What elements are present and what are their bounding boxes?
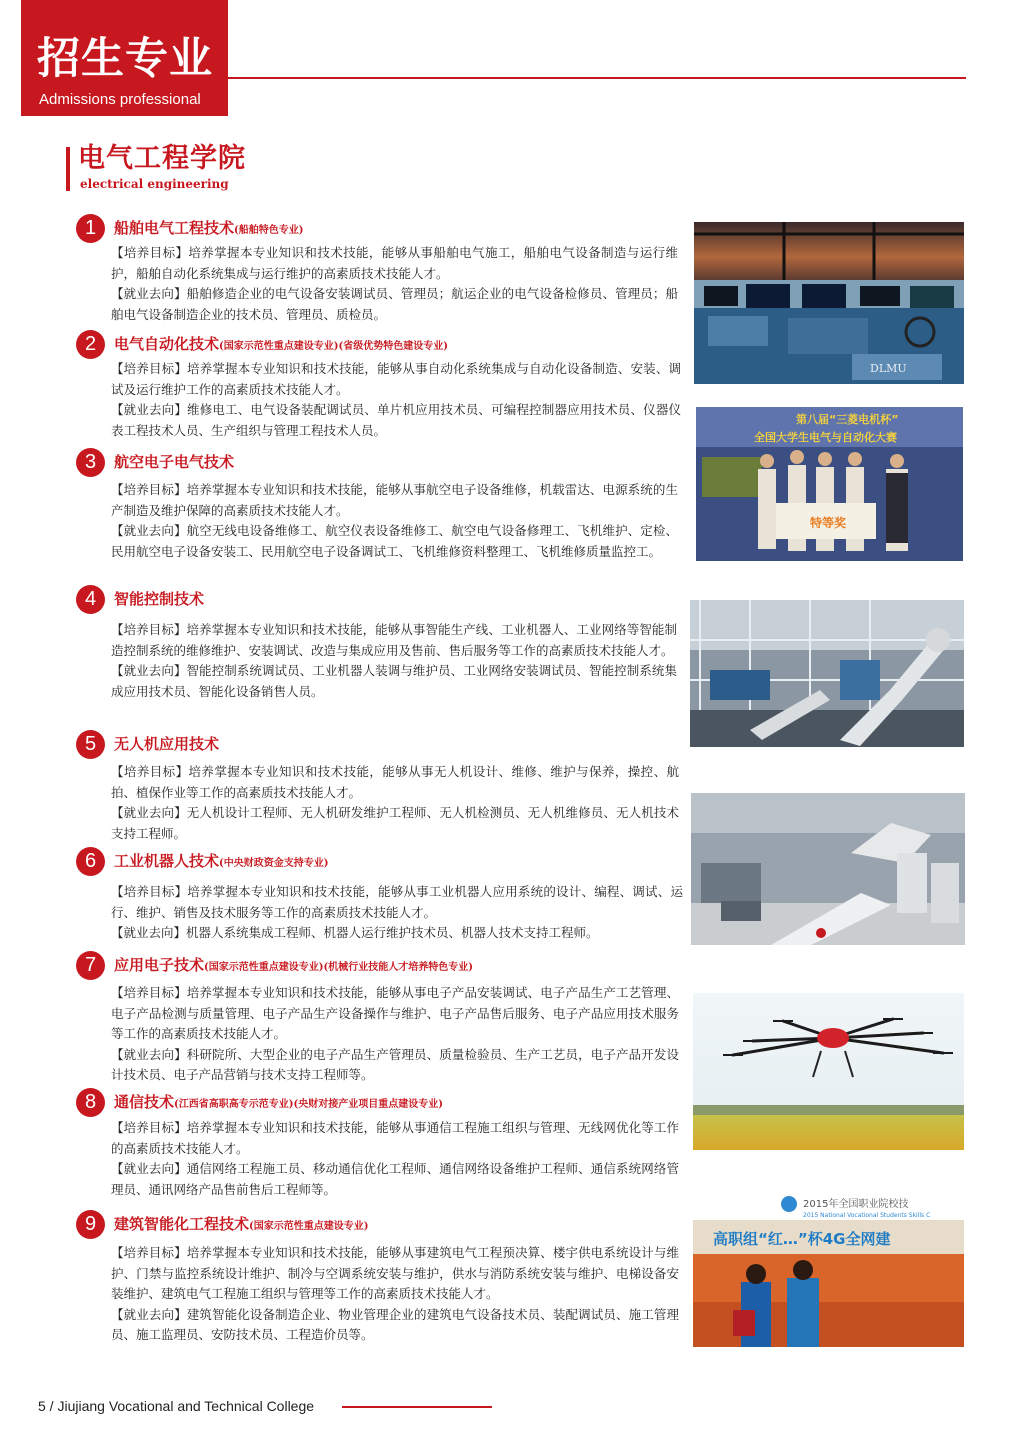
program-body: [111, 620, 677, 702]
footer-text: 5 / Jiujiang Vocational and Technical College: [38, 1398, 315, 1414]
program-name: 航空电子电气技术: [114, 453, 235, 471]
program-body: [111, 762, 679, 844]
program-number: 7: [76, 951, 105, 980]
footer-rule: [342, 1406, 492, 1408]
program-title: [114, 1092, 443, 1115]
program-name: 无人机应用技术: [114, 735, 220, 753]
program-goal: 【培养目标】培养掌握本专业知识和技术技能，能够从事建筑电气工程预决算、楼宇供电系统设计与维护、门禁与监控系统设计维护、制冷与空调系统安装与维护，供水与消防系统安装与维护、电梯设备安装维护、建筑电气工程施工组织与管理等工作的高素质技术技能人才。: [111, 1245, 679, 1302]
program-goal: 【培养目标】培养掌握本专业知识和技术技能，能够从事通信工程施工组织与管理、无线网优化等工作的高素质技术技能人才。: [111, 1120, 679, 1156]
program-career: 【就业去向】无人机设计工程师、无人机研发维护工程师、无人机检测员、无人机维修员、无人机技术支持工程师。: [111, 805, 679, 841]
program-title: [114, 734, 219, 757]
program-body: [111, 359, 681, 441]
program-body: [111, 983, 679, 1086]
program-goal: 【培养目标】培养掌握本专业知识和技术技能，能够从事电子产品安装调试、电子产品生产工艺管理、电子产品检测与质量管理、电子产品生产设备操作与维护、电子产品售后服务、电子产品应用技术服务等工作的高素质技术技能人才。: [111, 985, 679, 1042]
program-body: [111, 1243, 679, 1346]
program-name: 智能控制技术: [114, 590, 205, 608]
program-tag: (船舶特色专业): [234, 225, 304, 236]
event-banner-title: 2015年全国职业院校技: [803, 1199, 909, 1210]
program-career: 【就业去向】通信网络工程施工员、移动通信优化工程师、通信网络设备维护工程师、通信系统网络管理员、通讯网络产品售前售后工程师等。: [111, 1161, 679, 1197]
event-photo: [693, 1192, 964, 1347]
program-number: 4: [76, 585, 105, 614]
program-goal: 【培养目标】培养掌握本专业知识和技术技能，能够从事智能生产线、工业机器人、工业网络等智能制造控制系统的维修维护、安装调试、改造与集成应用及售前、售后服务等工作的高素质技术技能人才。: [111, 622, 677, 658]
program-goal: 【培养目标】培养掌握本专业知识和技术技能，能够从事航空电子设备维修，机载雷达、电源系统的生产制造及维护保障的高素质技术技能人才。: [111, 482, 678, 518]
program-tag: (国家示范性重点建设专业): [249, 1221, 369, 1232]
program-name: 工业机器人技术: [114, 852, 220, 870]
program-goal: 【培养目标】培养掌握本专业知识和技术技能，能够从事工业机器人应用系统的设计、编程、调试、运行、维护、销售及技术服务等工作的高素质技术技能人才。: [111, 884, 683, 920]
program-title: [114, 1214, 368, 1237]
program-number: 9: [76, 1210, 105, 1239]
program-career: 【就业去向】船舶修造企业的电气设备安装调试员、管理员；航运企业的电气设备检修员、管理员；船舶电气设备制造企业的技术员、管理员、质检员。: [111, 286, 678, 322]
program-goal: 【培养目标】培养掌握本专业知识和技术技能，能够从事自动化系统集成与自动化设备制造、安装、调试及运行维护工作的高素质技术技能人才。: [111, 361, 681, 397]
program-title: [114, 334, 448, 357]
ship-simulator-photo: [694, 222, 964, 384]
program-title: [114, 955, 473, 978]
header-rule: [228, 77, 966, 79]
college-accent-bar: [66, 147, 70, 191]
competition-award-photo: [696, 407, 963, 561]
header-banner: [21, 0, 228, 116]
program-number: 2: [76, 330, 105, 359]
program-tag: (江西省高职高专示范专业)(央财对接产业项目重点建设专业): [174, 1099, 443, 1110]
program-number: 3: [76, 448, 105, 477]
program-title: [114, 452, 234, 475]
program-goal: 【培养目标】培养掌握本专业知识和技术技能，能够从事无人机设计、维修、维护与保养，操控、航拍、植保作业等工作的高素质技术技能人才。: [111, 764, 679, 800]
page-subtitle: Admissions professional: [39, 91, 201, 108]
drone-photo: [693, 993, 964, 1150]
program-number: 8: [76, 1088, 105, 1117]
program-body: [111, 882, 683, 944]
program-name: 船舶电气工程技术: [114, 219, 235, 237]
industrial-robot-photo: [691, 793, 965, 945]
program-tag: (国家示范性重点建设专业)(省级优势特色建设专业): [219, 341, 448, 352]
program-career: 【就业去向】机器人系统集成工程师、机器人运行维护技术员、机器人技术支持工程师。: [111, 925, 599, 941]
program-tag: (中央财政资金支持专业): [219, 858, 329, 869]
competition-banner-line1: 第八届“三菱电机杯”: [796, 413, 899, 426]
program-name: 建筑智能化工程技术: [114, 1215, 250, 1233]
program-title: [114, 218, 303, 241]
program-name: 电气自动化技术: [114, 335, 220, 353]
competition-prize: 特等奖: [810, 516, 847, 530]
college-title: 电气工程学院: [78, 143, 246, 174]
page-title: 招生专业: [37, 34, 213, 84]
program-career: 【就业去向】智能控制系统调试员、工业机器人装调与维护员、工业网络安装调试员、智能控制系统集成应用技术员、智能化设备销售人员。: [111, 663, 677, 699]
program-tag: (国家示范性重点建设专业)(机械行业技能人才培养特色专业): [204, 962, 473, 973]
program-body: [111, 1118, 679, 1200]
program-body: [111, 243, 678, 325]
program-career: 【就业去向】科研院所、大型企业的电子产品生产管理员、质量检验员、生产工艺员，电子产品开发设计技术员、电子产品营销与技术支持工程师等。: [111, 1046, 679, 1083]
program-number: 1: [76, 214, 105, 243]
program-career: 【就业去向】维修电工、电气设备装配调试员、单片机应用技术员、可编程控制器应用技术员、仪器仪表工程技术人员、生产组织与管理工程技术人员。: [111, 402, 681, 438]
program-name: 应用电子技术: [114, 956, 205, 974]
college-subtitle: electrical engineering: [80, 177, 229, 191]
program-career: 【就业去向】建筑智能化设备制造企业、物业管理企业的建筑电气设备技术员、装配调试员、施工管理员、施工监理员、安防技术员、工程造价员等。: [111, 1306, 679, 1343]
program-number: 5: [76, 730, 105, 759]
program-body: [111, 480, 678, 562]
program-title: [114, 589, 204, 612]
competition-banner-line2: 全国大学生电气与自动化大赛: [754, 431, 897, 444]
program-career: 【就业去向】航空无线电设备维修工、航空仪表设备维修工、航空电气设备修理工、飞机维护、定检、民用航空电子设备安装工、民用航空电子设备调试工、飞机维修资料整理工、飞机维修质量监控工。: [111, 523, 678, 559]
control-lab-photo: [690, 600, 964, 747]
console-logo: DLMU: [870, 362, 907, 375]
event-banner-en: 2015 National Vocational Students Skills C: [803, 1212, 931, 1219]
event-banner-main: 高职组“红…”杯4G全网建: [713, 1230, 891, 1248]
program-title: [114, 851, 328, 874]
program-name: 通信技术: [114, 1093, 175, 1111]
program-goal: 【培养目标】培养掌握本专业知识和技术技能，能够从事船舶电气施工，船舶电气设备制造与运行维护，船舶自动化系统集成与运行维护的高素质技术技能人才。: [111, 245, 678, 281]
program-number: 6: [76, 847, 105, 876]
